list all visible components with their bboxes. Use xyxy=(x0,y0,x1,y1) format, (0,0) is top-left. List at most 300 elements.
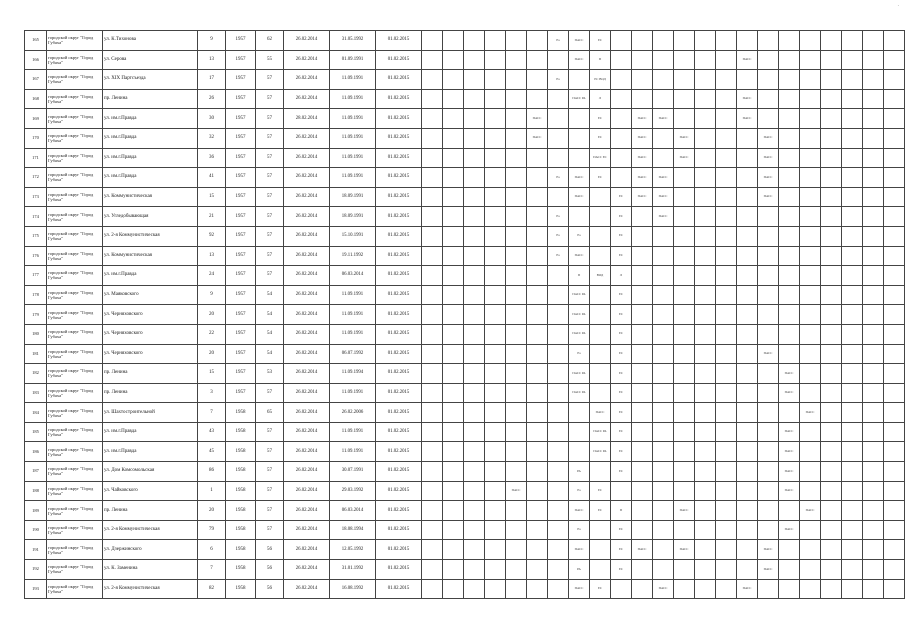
work-type-cell xyxy=(842,560,863,580)
work-type-cell xyxy=(422,266,443,286)
row-number: 176 xyxy=(25,246,47,266)
build-year-cell: 1957 xyxy=(226,50,256,70)
work-type-cell: ЕС xyxy=(611,207,632,227)
work-type-cell xyxy=(422,89,443,109)
work-type-cell: ПАСС xyxy=(674,148,695,168)
work-type-cell xyxy=(863,246,884,266)
work-type-cell xyxy=(527,520,548,540)
work-type-cell xyxy=(779,50,800,70)
work-type-cell xyxy=(653,344,674,364)
work-type-cell xyxy=(737,70,758,90)
house-number-cell: 24 xyxy=(198,266,226,286)
house-number-cell: 9 xyxy=(198,31,226,51)
work-type-cell xyxy=(548,520,569,540)
plan-date-cell: 01.02.2015 xyxy=(376,560,422,580)
work-type-cell: ЕС xyxy=(590,168,611,188)
work-type-cell xyxy=(464,305,485,325)
work-type-cell xyxy=(506,148,527,168)
work-type-cell xyxy=(695,383,716,403)
work-type-cell xyxy=(884,207,905,227)
work-type-cell xyxy=(506,50,527,70)
work-type-cell xyxy=(464,128,485,148)
work-type-cell xyxy=(695,246,716,266)
work-type-cell xyxy=(800,226,821,246)
house-number-cell: 1 xyxy=(198,481,226,501)
privatization-date-cell: 11.09.1991 xyxy=(330,324,376,344)
row-number: 188 xyxy=(25,481,47,501)
work-type-cell xyxy=(527,285,548,305)
work-type-cell xyxy=(842,187,863,207)
work-type-cell xyxy=(800,422,821,442)
work-type-cell xyxy=(464,560,485,580)
build-year-cell: 1958 xyxy=(226,462,256,482)
work-type-cell xyxy=(737,520,758,540)
work-type-cell xyxy=(800,579,821,599)
work-type-cell: ЕС xyxy=(611,364,632,384)
build-year-cell: 1957 xyxy=(226,128,256,148)
work-type-cell xyxy=(485,501,506,521)
street-address-cell: ул. Маяковского xyxy=(103,285,198,305)
work-type-cell xyxy=(821,50,842,70)
build-year-cell: 1958 xyxy=(226,579,256,599)
work-type-cell xyxy=(485,168,506,188)
privatization-date-cell: 16.08.1992 xyxy=(330,579,376,599)
plan-date-cell: 01.02.2015 xyxy=(376,50,422,70)
work-type-cell xyxy=(653,148,674,168)
work-type-cell xyxy=(674,226,695,246)
work-type-cell xyxy=(821,168,842,188)
work-type-cell xyxy=(674,50,695,70)
work-type-cell xyxy=(821,422,842,442)
work-type-cell xyxy=(506,31,527,51)
municipality-cell: городской округ "Город Губаха" xyxy=(47,285,103,305)
work-type-cell xyxy=(716,246,737,266)
work-type-cell xyxy=(611,148,632,168)
work-type-cell: ПАСС РА xyxy=(569,305,590,325)
work-type-cell xyxy=(548,285,569,305)
work-type-cell xyxy=(674,266,695,286)
work-type-cell xyxy=(779,109,800,129)
plan-date-cell: 01.02.2015 xyxy=(376,422,422,442)
work-type-cell: Ра xyxy=(569,344,590,364)
work-type-cell xyxy=(464,364,485,384)
work-type-cell xyxy=(653,226,674,246)
build-year-cell: 1957 xyxy=(226,89,256,109)
work-type-cell xyxy=(632,481,653,501)
work-type-cell xyxy=(821,89,842,109)
build-year-cell: 1957 xyxy=(226,31,256,51)
work-type-cell xyxy=(821,70,842,90)
privatization-date-cell: 11.09.1991 xyxy=(330,70,376,90)
house-number-cell: 17 xyxy=(198,70,226,90)
work-type-cell xyxy=(863,501,884,521)
work-type-cell xyxy=(422,501,443,521)
work-type-cell xyxy=(842,403,863,423)
wear-percent-cell: 57 xyxy=(256,89,284,109)
work-type-cell xyxy=(464,501,485,521)
row-number: 168 xyxy=(25,89,47,109)
house-number-cell: 20 xyxy=(198,501,226,521)
municipality-cell: городской округ "Город Губаха" xyxy=(47,305,103,325)
work-type-cell xyxy=(611,50,632,70)
house-number-cell: 7 xyxy=(198,403,226,423)
wear-percent-cell: 53 xyxy=(256,364,284,384)
work-type-cell xyxy=(779,540,800,560)
survey-date-cell: 26.02.2014 xyxy=(284,266,330,286)
table-row xyxy=(25,31,905,51)
work-type-cell xyxy=(632,50,653,70)
work-type-cell xyxy=(737,422,758,442)
work-type-cell xyxy=(716,344,737,364)
work-type-cell xyxy=(884,540,905,560)
work-type-cell xyxy=(737,344,758,364)
survey-date-cell: 26.02.2014 xyxy=(284,579,330,599)
work-type-cell xyxy=(863,70,884,90)
wear-percent-cell: 55 xyxy=(256,50,284,70)
build-year-cell: 1957 xyxy=(226,207,256,227)
build-year-cell: 1957 xyxy=(226,285,256,305)
work-type-cell xyxy=(695,540,716,560)
survey-date-cell: 26.02.2014 xyxy=(284,226,330,246)
work-type-cell xyxy=(548,128,569,148)
privatization-date-cell: 11.09.1991 xyxy=(330,422,376,442)
work-type-cell xyxy=(821,285,842,305)
work-type-cell: П xyxy=(590,50,611,70)
work-type-cell xyxy=(506,422,527,442)
work-type-cell xyxy=(674,481,695,501)
work-type-cell xyxy=(695,148,716,168)
work-type-cell xyxy=(842,128,863,148)
work-type-cell xyxy=(758,305,779,325)
work-type-cell xyxy=(422,207,443,227)
work-type-cell xyxy=(464,89,485,109)
plan-date-cell: 01.02.2015 xyxy=(376,246,422,266)
work-type-cell xyxy=(842,246,863,266)
work-type-cell xyxy=(884,109,905,129)
survey-date-cell: 28.02.2014 xyxy=(284,109,330,129)
work-type-cell xyxy=(527,89,548,109)
work-type-cell xyxy=(506,207,527,227)
work-type-cell xyxy=(674,383,695,403)
table-row xyxy=(25,422,905,442)
work-type-cell xyxy=(506,246,527,266)
work-type-cell xyxy=(716,89,737,109)
municipality-cell: городской округ "Город Губаха" xyxy=(47,148,103,168)
work-type-cell xyxy=(737,128,758,148)
work-type-cell xyxy=(506,520,527,540)
survey-date-cell: 26.02.2014 xyxy=(284,246,330,266)
work-type-cell xyxy=(548,540,569,560)
municipality-cell: городской округ "Город Губаха" xyxy=(47,560,103,580)
work-type-cell xyxy=(548,364,569,384)
work-type-cell xyxy=(779,89,800,109)
work-type-cell: ПАСС xyxy=(758,540,779,560)
work-type-cell xyxy=(527,540,548,560)
work-type-cell xyxy=(485,246,506,266)
work-type-cell xyxy=(632,89,653,109)
work-type-cell: ЕС xyxy=(611,403,632,423)
build-year-cell: 1957 xyxy=(226,324,256,344)
table-row xyxy=(25,187,905,207)
work-type-cell xyxy=(863,226,884,246)
municipality-cell: городской округ "Город Губаха" xyxy=(47,168,103,188)
wear-percent-cell: 54 xyxy=(256,305,284,325)
work-type-cell xyxy=(737,403,758,423)
work-type-cell xyxy=(884,128,905,148)
work-type-cell: ЕС xyxy=(611,383,632,403)
house-number-cell: 45 xyxy=(198,442,226,462)
work-type-cell xyxy=(422,442,443,462)
work-type-cell xyxy=(590,285,611,305)
work-type-cell: ПАСС РА xyxy=(590,442,611,462)
house-number-cell: 22 xyxy=(198,324,226,344)
work-type-cell xyxy=(653,540,674,560)
work-type-cell: ПАСС xyxy=(569,246,590,266)
work-type-cell xyxy=(443,364,464,384)
municipality-cell: городской округ "Город Губаха" xyxy=(47,344,103,364)
work-type-cell xyxy=(695,442,716,462)
table-row xyxy=(25,148,905,168)
house-number-cell: 13 xyxy=(198,246,226,266)
work-type-cell: ПАСС xyxy=(569,168,590,188)
table-row xyxy=(25,520,905,540)
street-address-cell: ул. им.г.Правда xyxy=(103,128,198,148)
municipality-cell: городской округ "Город Губаха" xyxy=(47,226,103,246)
survey-date-cell: 26.02.2014 xyxy=(284,383,330,403)
work-type-cell xyxy=(590,324,611,344)
wear-percent-cell: 56 xyxy=(256,540,284,560)
work-type-cell xyxy=(779,403,800,423)
work-type-cell xyxy=(548,422,569,442)
wear-percent-cell: 57 xyxy=(256,266,284,286)
work-type-cell xyxy=(716,462,737,482)
work-type-cell xyxy=(821,148,842,168)
work-type-cell xyxy=(842,481,863,501)
work-type-cell xyxy=(842,168,863,188)
privatization-date-cell: 11.09.1991 xyxy=(330,168,376,188)
work-type-cell: ЕС xyxy=(611,305,632,325)
work-type-cell: РА xyxy=(569,560,590,580)
municipality-cell: городской округ "Город Губаха" xyxy=(47,501,103,521)
work-type-cell xyxy=(884,70,905,90)
work-type-cell xyxy=(842,579,863,599)
work-type-cell xyxy=(716,70,737,90)
street-address-cell: ул. К. Заменина xyxy=(103,560,198,580)
plan-date-cell: 01.02.2015 xyxy=(376,266,422,286)
work-type-cell xyxy=(422,246,443,266)
work-type-cell xyxy=(884,403,905,423)
work-type-cell xyxy=(632,226,653,246)
work-type-cell xyxy=(821,481,842,501)
municipality-cell: городской округ "Город Губаха" xyxy=(47,403,103,423)
work-type-cell xyxy=(485,579,506,599)
work-type-cell xyxy=(422,383,443,403)
work-type-cell xyxy=(779,285,800,305)
work-type-cell xyxy=(506,324,527,344)
work-type-cell xyxy=(863,148,884,168)
work-type-cell xyxy=(863,187,884,207)
privatization-date-cell: 06.03.2014 xyxy=(330,501,376,521)
survey-date-cell: 26.02.2014 xyxy=(284,128,330,148)
work-type-cell xyxy=(464,109,485,129)
work-type-cell xyxy=(506,344,527,364)
survey-date-cell: 26.02.2014 xyxy=(284,285,330,305)
work-type-cell xyxy=(548,50,569,70)
work-type-cell xyxy=(632,285,653,305)
work-type-cell xyxy=(821,128,842,148)
work-type-cell: Ра xyxy=(569,520,590,540)
work-type-cell xyxy=(485,70,506,90)
work-type-cell xyxy=(443,422,464,442)
work-type-cell xyxy=(821,31,842,51)
street-address-cell: пр. Ленина xyxy=(103,383,198,403)
work-type-cell xyxy=(548,344,569,364)
plan-date-cell: 01.02.2015 xyxy=(376,579,422,599)
work-type-cell xyxy=(884,383,905,403)
work-type-cell: Ра xyxy=(569,481,590,501)
street-address-cell: ул. Коммунистическая xyxy=(103,246,198,266)
street-address-cell: пр. Ленина xyxy=(103,501,198,521)
municipality-cell: городской округ "Город Губаха" xyxy=(47,579,103,599)
work-type-cell xyxy=(443,579,464,599)
work-type-cell xyxy=(653,383,674,403)
work-type-cell xyxy=(443,540,464,560)
work-type-cell xyxy=(800,187,821,207)
privatization-date-cell: 18.09.1991 xyxy=(330,207,376,227)
work-type-cell xyxy=(443,226,464,246)
house-number-cell: 20 xyxy=(198,344,226,364)
work-type-cell xyxy=(716,305,737,325)
work-type-cell: ПАСС xyxy=(737,579,758,599)
work-type-cell xyxy=(863,50,884,70)
work-type-cell xyxy=(758,520,779,540)
table-row xyxy=(25,246,905,266)
work-type-cell xyxy=(590,187,611,207)
work-type-cell xyxy=(485,285,506,305)
survey-date-cell: 26.02.2014 xyxy=(284,324,330,344)
work-type-cell: ВОД xyxy=(590,266,611,286)
work-type-cell xyxy=(527,31,548,51)
work-type-cell xyxy=(653,403,674,423)
work-type-cell: Ра xyxy=(548,31,569,51)
privatization-date-cell: 18.09.1991 xyxy=(330,187,376,207)
survey-date-cell: 26.02.2014 xyxy=(284,364,330,384)
work-type-cell xyxy=(863,89,884,109)
row-number: 184 xyxy=(25,403,47,423)
work-type-cell xyxy=(443,31,464,51)
work-type-cell xyxy=(758,31,779,51)
plan-date-cell: 01.02.2015 xyxy=(376,403,422,423)
work-type-cell xyxy=(863,383,884,403)
work-type-cell xyxy=(527,422,548,442)
work-type-cell: ЕС xyxy=(611,187,632,207)
work-type-cell xyxy=(779,246,800,266)
work-type-cell: ПАСС xyxy=(569,579,590,599)
work-type-cell xyxy=(716,403,737,423)
row-number: 172 xyxy=(25,168,47,188)
work-type-cell: ПАСС xyxy=(632,187,653,207)
work-type-cell xyxy=(695,109,716,129)
work-type-cell xyxy=(611,109,632,129)
house-number-cell: 43 xyxy=(198,422,226,442)
work-type-cell xyxy=(758,109,779,129)
work-type-cell xyxy=(506,168,527,188)
work-type-cell xyxy=(695,207,716,227)
survey-date-cell: 26.02.2014 xyxy=(284,168,330,188)
work-type-cell xyxy=(821,324,842,344)
work-type-cell xyxy=(737,442,758,462)
row-number: 186 xyxy=(25,442,47,462)
work-type-cell: ПАСС РА xyxy=(569,383,590,403)
work-type-cell: ПАСС xyxy=(569,187,590,207)
work-type-cell: Ра xyxy=(548,246,569,266)
work-type-cell xyxy=(590,226,611,246)
wear-percent-cell: 57 xyxy=(256,246,284,266)
work-type-cell xyxy=(695,305,716,325)
row-number: 165 xyxy=(25,31,47,51)
work-type-cell xyxy=(716,168,737,188)
work-type-cell: ПАСС xyxy=(653,168,674,188)
wear-percent-cell: 57 xyxy=(256,520,284,540)
work-type-cell xyxy=(800,540,821,560)
work-type-cell xyxy=(485,324,506,344)
work-type-cell xyxy=(632,422,653,442)
work-type-cell xyxy=(422,481,443,501)
table-row xyxy=(25,266,905,286)
work-type-cell xyxy=(863,462,884,482)
work-type-cell xyxy=(695,324,716,344)
street-address-cell: ул. Черняховского xyxy=(103,344,198,364)
work-type-cell xyxy=(527,305,548,325)
work-type-cell xyxy=(695,70,716,90)
work-type-cell: ЕС xyxy=(611,344,632,364)
work-type-cell xyxy=(800,207,821,227)
work-type-cell: ПАСС xyxy=(758,128,779,148)
wear-percent-cell: 57 xyxy=(256,442,284,462)
house-number-cell: 82 xyxy=(198,579,226,599)
work-type-cell xyxy=(506,579,527,599)
table-row xyxy=(25,226,905,246)
work-type-cell xyxy=(863,520,884,540)
work-type-cell xyxy=(590,383,611,403)
plan-date-cell: 01.02.2015 xyxy=(376,344,422,364)
work-type-cell: ПАСС xyxy=(632,109,653,129)
work-type-cell xyxy=(464,520,485,540)
work-type-cell xyxy=(737,364,758,384)
plan-date-cell: 01.02.2015 xyxy=(376,168,422,188)
work-type-cell: ПАСС РА xyxy=(590,422,611,442)
row-number: 174 xyxy=(25,207,47,227)
work-type-cell xyxy=(674,520,695,540)
survey-date-cell: 26.02.2014 xyxy=(284,50,330,70)
work-type-cell xyxy=(758,462,779,482)
work-type-cell xyxy=(758,324,779,344)
survey-date-cell: 26.02.2014 xyxy=(284,501,330,521)
work-type-cell xyxy=(737,266,758,286)
work-type-cell xyxy=(821,266,842,286)
work-type-cell xyxy=(884,364,905,384)
work-type-cell xyxy=(800,520,821,540)
municipality-cell: городской округ "Город Губаха" xyxy=(47,31,103,51)
work-type-cell xyxy=(821,579,842,599)
work-type-cell xyxy=(842,266,863,286)
privatization-date-cell: 26.02.2006 xyxy=(330,403,376,423)
work-type-cell xyxy=(527,383,548,403)
work-type-cell xyxy=(884,266,905,286)
table-row xyxy=(25,383,905,403)
work-type-cell xyxy=(548,89,569,109)
work-type-cell xyxy=(548,481,569,501)
